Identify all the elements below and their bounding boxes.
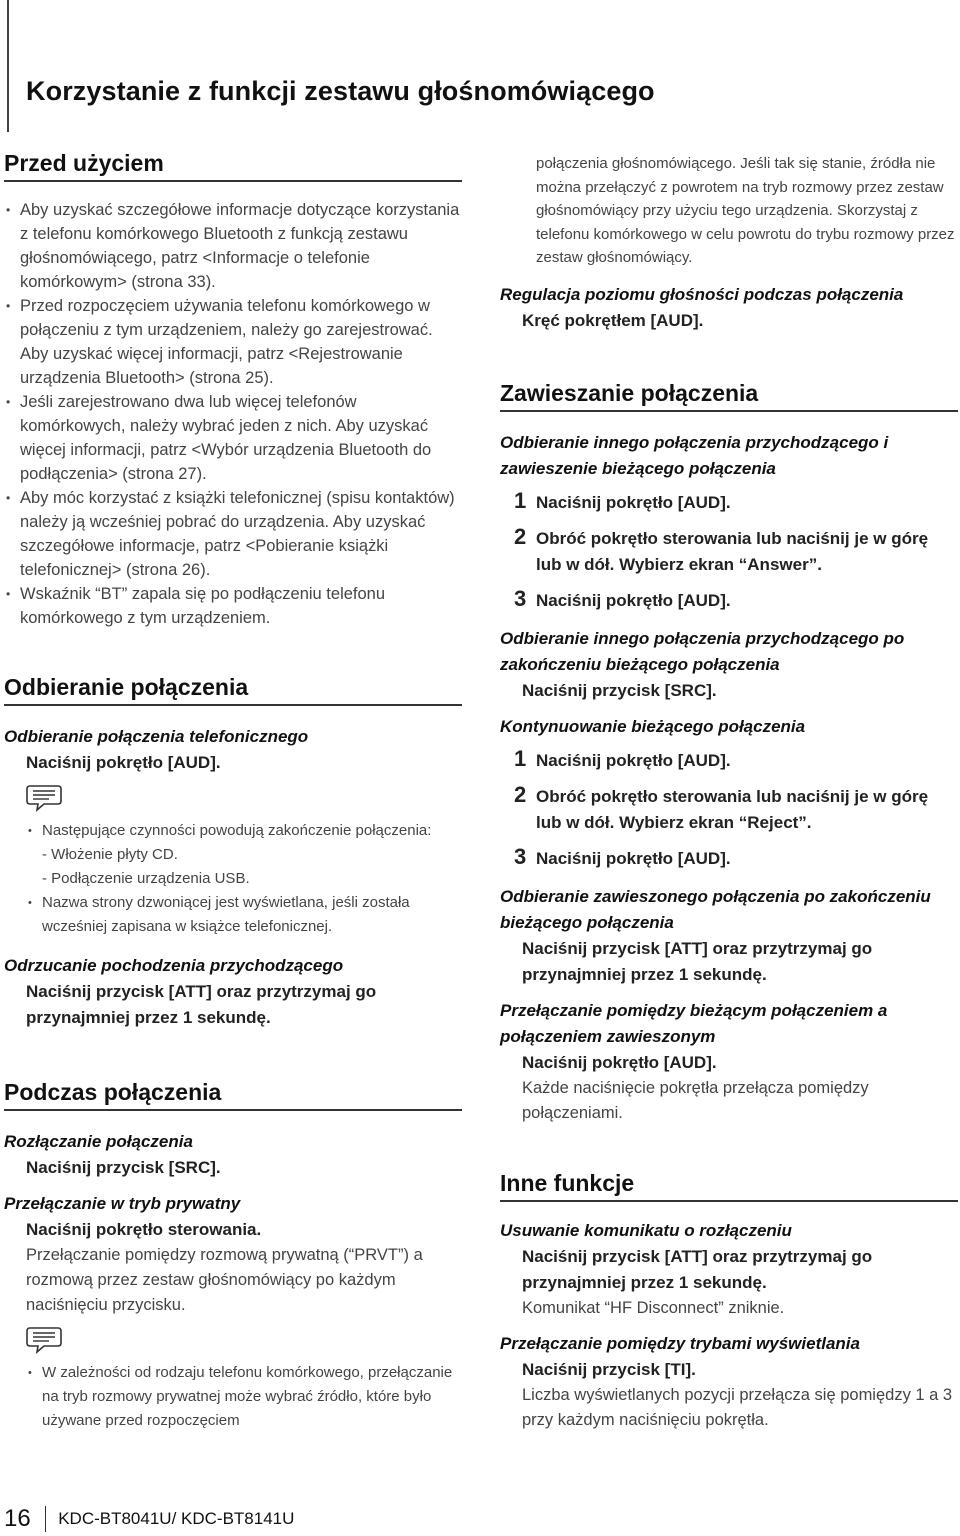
- instruction-disconnect-msg: Naciśnij przycisk [ATT] oraz przytrzymaj go przynajmniej przez 1 sekundę.: [522, 1246, 873, 1292]
- step-text: Naciśnij pokrętło [AUD].: [536, 750, 731, 770]
- step-text: Naciśnij pokrętło [AUD].: [536, 848, 731, 868]
- instruction-switch-calls: Naciśnij pokrętło [AUD].: [522, 1052, 717, 1072]
- instruction-display-mode: Naciśnij przycisk [TI].: [522, 1359, 696, 1379]
- list-item: • Wskaźnik “BT” zapala się po podłączeniu telefonu komórkowego z tym urządzeniem.: [4, 582, 462, 630]
- note-continuation: połączenia głośnomówiącego. Jeśli tak się stanie, źródła nie można przełączyć z powrotem na tryb rozmowy przez zestaw głośnomówiący przy użyciu tego urządzenia. Skorzystaj z telefonu komórkowego w celu powrotu do trybu rozmowy przez zestaw głośnomówiący.: [536, 155, 955, 266]
- section-title-before-use: Przed użyciem: [4, 150, 462, 182]
- margin-rule: [7, 0, 9, 132]
- instruction-answer: Naciśnij pokrętło [AUD].: [26, 753, 221, 772]
- subheading-answer: Odbieranie połączenia telefonicznego: [4, 727, 309, 746]
- list-item: • Przed rozpoczęciem używania telefonu komórkowego w połączeniu z tym urządzeniem, należy go zarejestrować. Aby uzyskać więcej informacji, patrz <Rejestrowanie urządzenia Bluetooth> (strona 25).: [4, 294, 462, 390]
- left-column: [4, 150, 462, 1433]
- step-text: Naciśnij pokrętło [AUD].: [536, 492, 731, 512]
- right-column: [500, 152, 958, 1433]
- list-item: • Jeśli zarejestrowano dwa lub więcej telefonów komórkowych, należy wybrać jeden z nich. Aby uzyskać więcej informacji, patrz <Wybór urządzenia Bluetooth do podłączenia> (strona 27).: [4, 390, 462, 486]
- note-icon: [24, 782, 64, 812]
- step-item: [500, 746, 958, 774]
- note-icon: [24, 1324, 64, 1354]
- description-disconnect-msg: Komunikat “HF Disconnect” zniknie.: [522, 1298, 785, 1317]
- subheading-continue: Kontynuowanie bieżącego połączenia: [500, 716, 806, 736]
- page-number: 16: [4, 1505, 31, 1532]
- list-item: • Aby móc korzystać z książki telefonicznej (spisu kontaktów) należy ją wcześniej pobrać do urządzenia. Aby uzyskać szczegółowe informacje, patrz <Pobieranie książki telefonicznej> (strona 26).: [4, 486, 462, 582]
- note-item: • Następujące czynności powodują zakończenie połączenia:: [26, 819, 462, 843]
- page-footer: [4, 1505, 294, 1533]
- list-item: • Aby uzyskać szczegółowe informacje dotyczące korzystania z telefonu komórkowego Bluetooth z funkcją zestawu głośnomówiącego, patrz <Informacje o telefonie komórkowym> (strona 33).: [4, 198, 462, 294]
- description-switch-calls: Każde naciśnięcie pokrętła przełącza pomiędzy połączeniami.: [522, 1078, 869, 1122]
- subheading-hold-answer: Odbieranie innego połączenia przychodzącego i zawieszenie bieżącego połączenia: [500, 432, 889, 478]
- step-text: Obróć pokrętło sterowania lub naciśnij je w górę lub w dół. Wybierz ekran “Answer”.: [536, 528, 929, 574]
- before-use-list: [4, 198, 462, 630]
- step-number: 1: [514, 487, 527, 513]
- subheading-disconnect-msg: Usuwanie komunikatu o rozłączeniu: [500, 1220, 792, 1240]
- note-list-receiving: [4, 819, 462, 939]
- step-item: [500, 782, 958, 836]
- note-subitem: - Włożenie płyty CD.: [42, 846, 178, 863]
- subheading-volume: Regulacja poziomu głośności podczas połączenia: [500, 284, 904, 304]
- step-number: 2: [514, 781, 527, 807]
- instruction-disconnect: Naciśnij przycisk [SRC].: [26, 1158, 221, 1177]
- footer-divider: [45, 1506, 47, 1532]
- subheading-display-mode: Przełączanie pomiędzy trybami wyświetlania: [500, 1333, 860, 1353]
- subheading-hold-after: Odbieranie innego połączenia przychodzącego po zakończeniu bieżącego połączenia: [500, 628, 905, 674]
- step-item: [500, 586, 958, 614]
- note-item: • W zależności od rodzaju telefonu komórkowego, przełączanie na tryb rozmowy prywatnej może wybrać źródło, które było używane przed rozpoczęciem: [26, 1361, 462, 1433]
- subheading-disconnect: Rozłączanie połączenia: [4, 1132, 193, 1151]
- instruction-private: Naciśnij pokrętło sterowania.: [26, 1220, 262, 1239]
- model-name: KDC-BT8041U/ KDC-BT8141U: [58, 1509, 295, 1528]
- description-private: Przełączanie pomiędzy rozmową prywatną (“PRVT”) a rozmową przez zestaw głośnomówiący po każdym naciśnięciu przycisku.: [26, 1246, 423, 1314]
- step-number: 3: [514, 585, 527, 611]
- step-number: 1: [514, 745, 527, 771]
- section-title-other: Inne funkcje: [500, 1170, 958, 1202]
- instruction-reject: Naciśnij przycisk [ATT] oraz przytrzymaj go przynajmniej przez 1 sekundę.: [26, 982, 377, 1027]
- subheading-switch-calls: Przełączanie pomiędzy bieżącym połączeniem a połączeniem zawieszonym: [500, 1000, 888, 1046]
- description-display-mode: Liczba wyświetlanych pozycji przełącza się pomiędzy 1 a 3 przy każdym naciśnięciu pokrętła.: [522, 1385, 953, 1429]
- step-item: [500, 524, 958, 578]
- step-number: 3: [514, 843, 527, 869]
- section-title-receiving: Odbieranie połączenia: [4, 674, 462, 706]
- step-text: Obróć pokrętło sterowania lub naciśnij je w górę lub w dół. Wybierz ekran “Reject”.: [536, 786, 929, 832]
- instruction-held-call: Naciśnij przycisk [ATT] oraz przytrzymaj go przynajmniej przez 1 sekundę.: [522, 938, 873, 984]
- instruction-volume: Kręć pokrętłem [AUD].: [522, 310, 704, 330]
- instruction-hold-after: Naciśnij przycisk [SRC].: [522, 680, 717, 700]
- subheading-reject: Odrzucanie pochodzenia przychodzącego: [4, 956, 344, 975]
- step-item: [500, 844, 958, 872]
- subheading-private: Przełączanie w tryb prywatny: [4, 1194, 241, 1213]
- section-title-during-call: Podczas połączenia: [4, 1079, 462, 1111]
- step-item: [500, 488, 958, 516]
- page-title: Korzystanie z funkcji zestawu głośnomówiącego: [26, 76, 655, 106]
- note-subitem: - Podłączenie urządzenia USB.: [42, 870, 250, 887]
- section-title-hold: Zawieszanie połączenia: [500, 380, 958, 412]
- step-text: Naciśnij pokrętło [AUD].: [536, 590, 731, 610]
- step-number: 2: [514, 523, 527, 549]
- note-list-private: [4, 1361, 462, 1433]
- note-item: • Nazwa strony dzwoniącej jest wyświetlana, jeśli została wcześniej zapisana w książce telefonicznej.: [26, 891, 462, 939]
- subheading-held-call: Odbieranie zawieszonego połączenia po zakończeniu bieżącego połączenia: [500, 886, 931, 932]
